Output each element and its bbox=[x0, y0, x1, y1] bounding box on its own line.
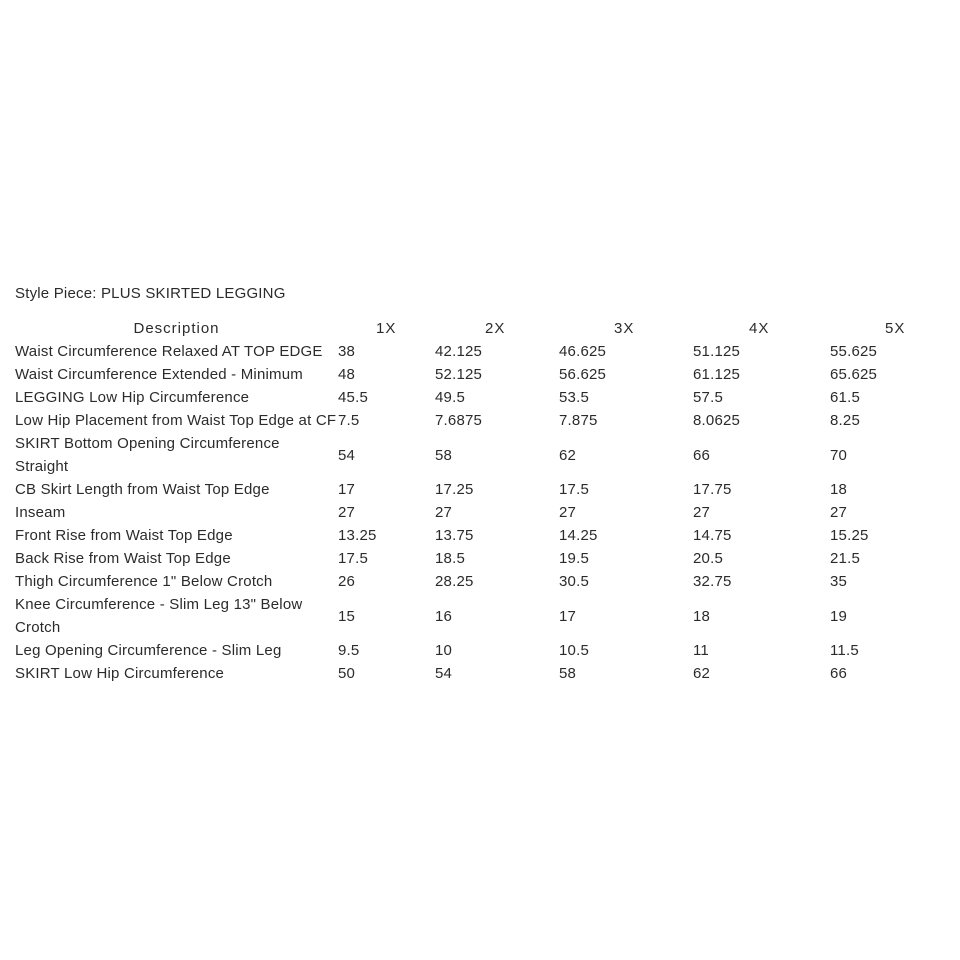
size-value-1x: 9.5 bbox=[338, 642, 360, 659]
size-value-5x: 8.25 bbox=[830, 412, 860, 429]
size-value-1x: 17.5 bbox=[338, 550, 368, 567]
size-value-4x: 57.5 bbox=[693, 389, 723, 406]
size-value-2x: 58 bbox=[435, 446, 453, 464]
size-value-4x: 8.0625 bbox=[693, 412, 741, 429]
row-description bbox=[15, 386, 338, 409]
size-value-2x: 13.75 bbox=[435, 527, 474, 544]
size-value-5x: 18 bbox=[830, 481, 848, 498]
size-value-1x: 38 bbox=[338, 343, 356, 360]
size-value-1x: 13.25 bbox=[338, 527, 377, 544]
row-description-text: CB Skirt Length from Waist Top Edge bbox=[15, 481, 270, 498]
size-value-3x: 46.625 bbox=[559, 343, 607, 360]
row-description bbox=[15, 570, 338, 593]
row-description-text: Thigh Circumference 1" Below Crotch bbox=[15, 573, 273, 590]
style-piece-title: Style Piece: PLUS SKIRTED LEGGING bbox=[15, 285, 286, 302]
table-row bbox=[15, 409, 950, 432]
size-value-2x: 42.125 bbox=[435, 343, 483, 360]
row-description-text: Low Hip Placement from Waist Top Edge at CF bbox=[15, 412, 337, 429]
row-description-text: Inseam bbox=[15, 504, 66, 521]
table-row bbox=[15, 662, 950, 685]
size-value-1x: 54 bbox=[338, 446, 356, 464]
table-row bbox=[15, 570, 950, 593]
size-value-4x: 27 bbox=[693, 504, 711, 521]
size-value-3x: 14.25 bbox=[559, 527, 598, 544]
size-value-5x: 65.625 bbox=[830, 366, 878, 383]
row-description bbox=[15, 478, 338, 501]
column-header-description: Description bbox=[133, 320, 220, 337]
size-value-1x: 7.5 bbox=[338, 412, 360, 429]
row-description-text: Waist Circumference Extended - Minimum bbox=[15, 366, 303, 383]
size-value-4x: 20.5 bbox=[693, 550, 723, 567]
size-value-3x: 17.5 bbox=[559, 481, 589, 498]
size-value-4x: 32.75 bbox=[693, 573, 732, 590]
size-value-3x: 58 bbox=[559, 665, 577, 682]
row-description bbox=[15, 524, 338, 547]
table-header-row bbox=[15, 317, 950, 340]
column-header-2x: 2X bbox=[485, 320, 506, 337]
size-value-3x: 53.5 bbox=[559, 389, 589, 406]
size-value-1x: 45.5 bbox=[338, 389, 368, 406]
size-value-1x: 17 bbox=[338, 481, 356, 498]
size-value-2x: 17.25 bbox=[435, 481, 474, 498]
size-value-2x: 49.5 bbox=[435, 389, 465, 406]
size-value-4x: 14.75 bbox=[693, 527, 732, 544]
size-value-4x: 18 bbox=[693, 607, 711, 625]
table-row bbox=[15, 478, 950, 501]
table-row bbox=[15, 524, 950, 547]
column-header-3x: 3X bbox=[614, 320, 635, 337]
size-value-5x: 15.25 bbox=[830, 527, 869, 544]
row-description bbox=[15, 432, 338, 478]
row-description-text: Knee Circumference - Slim Leg 13" Below Crotch bbox=[15, 596, 303, 636]
size-value-1x: 15 bbox=[338, 607, 356, 625]
size-value-3x: 19.5 bbox=[559, 550, 589, 567]
table-body bbox=[15, 340, 950, 685]
size-value-5x: 55.625 bbox=[830, 343, 878, 360]
row-description-text: Waist Circumference Relaxed AT TOP EDGE bbox=[15, 343, 323, 360]
size-value-5x: 27 bbox=[830, 504, 848, 521]
column-header-1x: 1X bbox=[376, 320, 397, 337]
table-row bbox=[15, 340, 950, 363]
size-value-2x: 10 bbox=[435, 642, 453, 659]
size-value-5x: 35 bbox=[830, 573, 848, 590]
table-row bbox=[15, 501, 950, 524]
size-value-3x: 10.5 bbox=[559, 642, 589, 659]
column-header-4x: 4X bbox=[749, 320, 770, 337]
table-row bbox=[15, 639, 950, 662]
row-description bbox=[15, 662, 338, 685]
table-row bbox=[15, 547, 950, 570]
row-description bbox=[15, 501, 338, 524]
size-value-4x: 11 bbox=[693, 642, 709, 659]
row-description-text: SKIRT Low Hip Circumference bbox=[15, 665, 225, 682]
size-value-5x: 70 bbox=[830, 446, 848, 464]
size-value-5x: 21.5 bbox=[830, 550, 860, 567]
size-value-4x: 17.75 bbox=[693, 481, 732, 498]
size-value-4x: 66 bbox=[693, 446, 711, 464]
row-description bbox=[15, 363, 338, 386]
table-row bbox=[15, 593, 950, 639]
row-description-text: LEGGING Low Hip Circumference bbox=[15, 389, 250, 406]
table-row bbox=[15, 432, 950, 478]
size-value-2x: 18.5 bbox=[435, 550, 465, 567]
row-description-text: Leg Opening Circumference - Slim Leg bbox=[15, 642, 282, 659]
row-description-text: Back Rise from Waist Top Edge bbox=[15, 550, 231, 567]
row-description-text: Front Rise from Waist Top Edge bbox=[15, 527, 233, 544]
table-row bbox=[15, 386, 950, 409]
size-value-3x: 30.5 bbox=[559, 573, 589, 590]
table-row bbox=[15, 363, 950, 386]
size-value-2x: 28.25 bbox=[435, 573, 474, 590]
size-value-2x: 27 bbox=[435, 504, 453, 521]
row-description bbox=[15, 593, 338, 639]
size-value-3x: 7.875 bbox=[559, 412, 598, 429]
size-value-3x: 27 bbox=[559, 504, 577, 521]
size-value-3x: 62 bbox=[559, 446, 577, 464]
size-value-2x: 52.125 bbox=[435, 366, 483, 383]
size-value-4x: 51.125 bbox=[693, 343, 741, 360]
size-value-2x: 54 bbox=[435, 665, 453, 682]
row-description bbox=[15, 409, 338, 432]
size-value-5x: 11.5 bbox=[830, 642, 859, 659]
size-value-1x: 26 bbox=[338, 573, 356, 590]
row-description bbox=[15, 639, 338, 662]
size-value-1x: 50 bbox=[338, 665, 356, 682]
size-value-5x: 66 bbox=[830, 665, 848, 682]
size-value-3x: 17 bbox=[559, 607, 577, 625]
size-value-2x: 16 bbox=[435, 607, 453, 625]
row-description bbox=[15, 547, 338, 570]
column-header-5x: 5X bbox=[885, 320, 906, 337]
size-value-2x: 7.6875 bbox=[435, 412, 483, 429]
size-value-3x: 56.625 bbox=[559, 366, 607, 383]
size-spec-table bbox=[15, 317, 950, 685]
row-description-text: SKIRT Bottom Opening Circumference Straight bbox=[15, 435, 280, 475]
size-value-5x: 19 bbox=[830, 607, 848, 625]
size-value-4x: 61.125 bbox=[693, 366, 741, 383]
size-value-4x: 62 bbox=[693, 665, 711, 682]
row-description bbox=[15, 340, 338, 363]
size-value-1x: 27 bbox=[338, 504, 356, 521]
size-value-1x: 48 bbox=[338, 366, 356, 383]
size-value-5x: 61.5 bbox=[830, 389, 860, 406]
